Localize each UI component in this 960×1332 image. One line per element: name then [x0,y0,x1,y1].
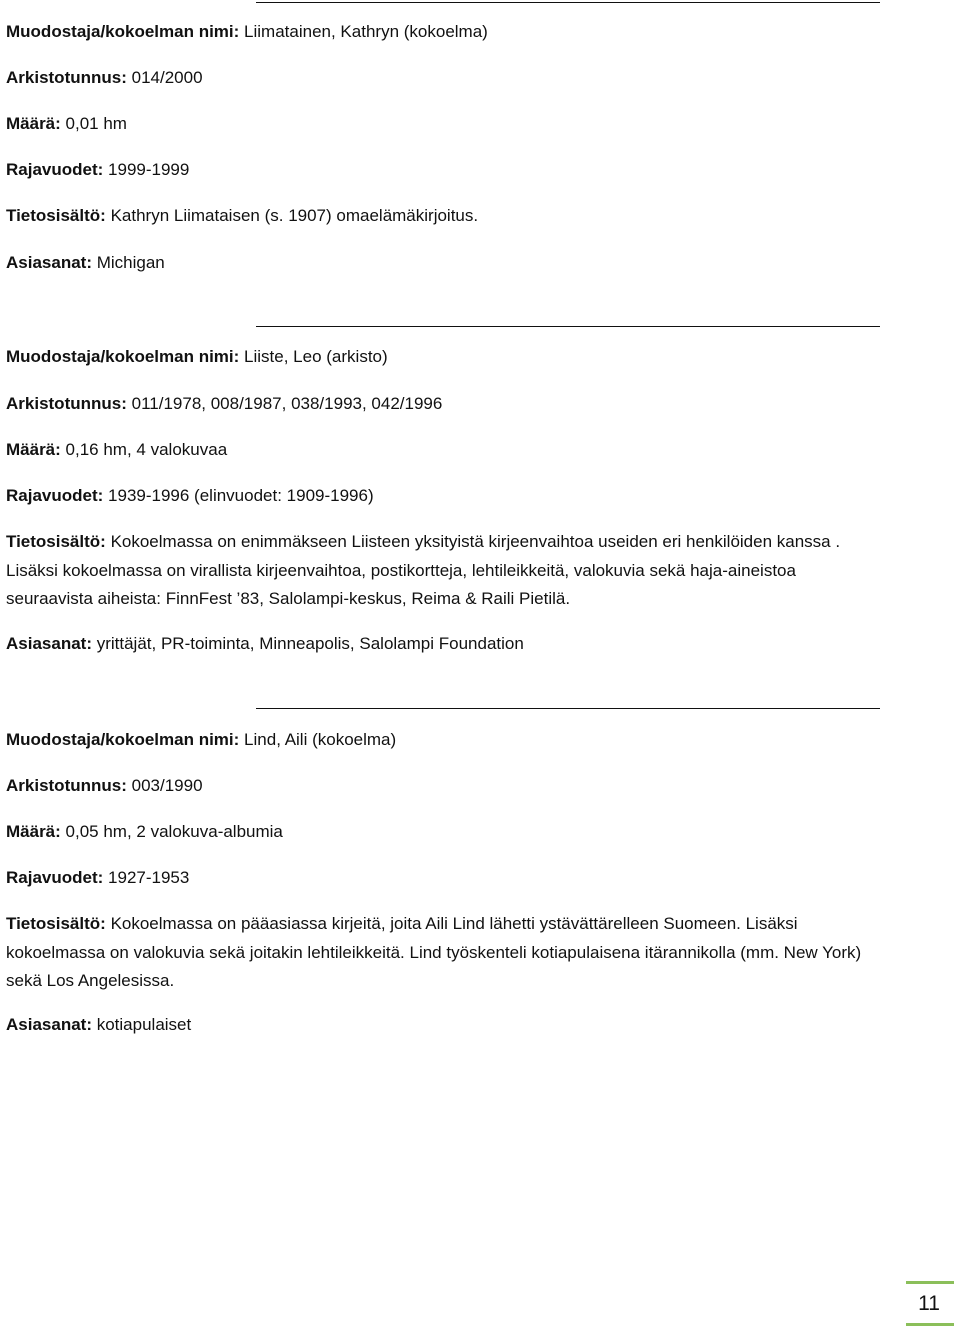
field-label: Muodostaja/kokoelman nimi: [6,22,240,41]
top-divider [256,2,880,3]
field-label: Muodostaja/kokoelman nimi: [6,730,240,749]
archive-id-row [6,772,906,800]
field-label: Asiasanat: [6,253,92,272]
field-label: Rajavuodet: [6,486,104,505]
field-label: Asiasanat: [6,1015,92,1034]
content-row [6,528,886,614]
archive-id-row [6,390,906,418]
field-label: Rajavuodet: [6,868,104,887]
field-label: Asiasanat: [6,634,92,653]
amount-row [6,110,906,138]
field-label: Tietosisältö: [6,914,106,933]
field-label: Arkistotunnus: [6,776,127,795]
field-label: Tietosisältö: [6,532,106,551]
field-label: Määrä: [6,822,61,841]
amount-value: 0,05 hm, 2 valokuva-albumia [65,822,283,841]
years-row [6,482,906,510]
keywords-value: Michigan [96,253,165,272]
content-text: Kathryn Liimataisen (s. 1907) omaelämäkirjoitus. [110,206,479,225]
content-row [6,910,886,996]
field-label: Tietosisältö: [6,206,106,225]
field-label: Arkistotunnus: [6,394,127,413]
keywords-value: yrittäjät, PR-toiminta, Minneapolis, Salolampi Foundation [96,634,524,653]
field-label: Määrä: [6,114,61,133]
field-label: Arkistotunnus: [6,68,127,87]
keywords-value: kotiapulaiset [96,1015,192,1034]
field-label: Muodostaja/kokoelman nimi: [6,347,240,366]
archive-id-row [6,64,906,92]
content-row [6,202,906,230]
archive-id: 014/2000 [131,68,203,87]
record-name: Lind, Aili (kokoelma) [244,730,397,749]
years-value: 1939-1996 (elinvuodet: 1909-1996) [108,486,374,505]
record-divider [256,708,880,709]
field-label: Määrä: [6,440,61,459]
years-row [6,156,906,184]
years-row [6,864,906,892]
amount-value: 0,01 hm [65,114,127,133]
page-number-badge [906,1281,954,1326]
years-value: 1999-1999 [108,160,190,179]
amount-value: 0,16 hm, 4 valokuvaa [65,440,228,459]
record-name: Liimatainen, Kathryn (kokoelma) [244,22,488,41]
content-text: Kokoelmassa on pääasiassa kirjeitä, joita Aili Lind lähetti ystävättärelleen Suomeen. Lisäksi kokoelmassa on valokuvia sekä joitakin lehtileikkeitä. Lind työskenteli kotiapulaisena itärannikolla (mm. New York) sekä Los Angelesissa. [6,914,862,990]
record-name-row [6,343,906,371]
years-value: 1927-1953 [108,868,190,887]
field-label: Rajavuodet: [6,160,104,179]
record-name-row [6,18,906,46]
amount-row [6,436,906,464]
archive-id: 003/1990 [131,776,203,795]
record-divider [256,326,880,327]
page-number: 11 [918,1292,940,1315]
amount-row [6,818,906,846]
archive-id: 011/1978, 008/1987, 038/1993, 042/1996 [131,394,443,413]
keywords-row [6,1011,906,1039]
record-name: Liiste, Leo (arkisto) [244,347,388,366]
content-text: Kokoelmassa on enimmäkseen Liisteen yksityistä kirjeenvaihtoa useiden eri henkilöiden kanssa . Lisäksi kokoelmassa on virallista kirjeenvaihtoa, postikortteja, lehtileikkeitä, valokuvia sekä haja-aineistoa seuraavista aiheista: FinnFest ’83, Salolampi-keskus, Reima & Raili Pietilä. [6,532,841,608]
record-name-row [6,726,906,754]
keywords-row [6,630,906,658]
keywords-row [6,249,906,277]
